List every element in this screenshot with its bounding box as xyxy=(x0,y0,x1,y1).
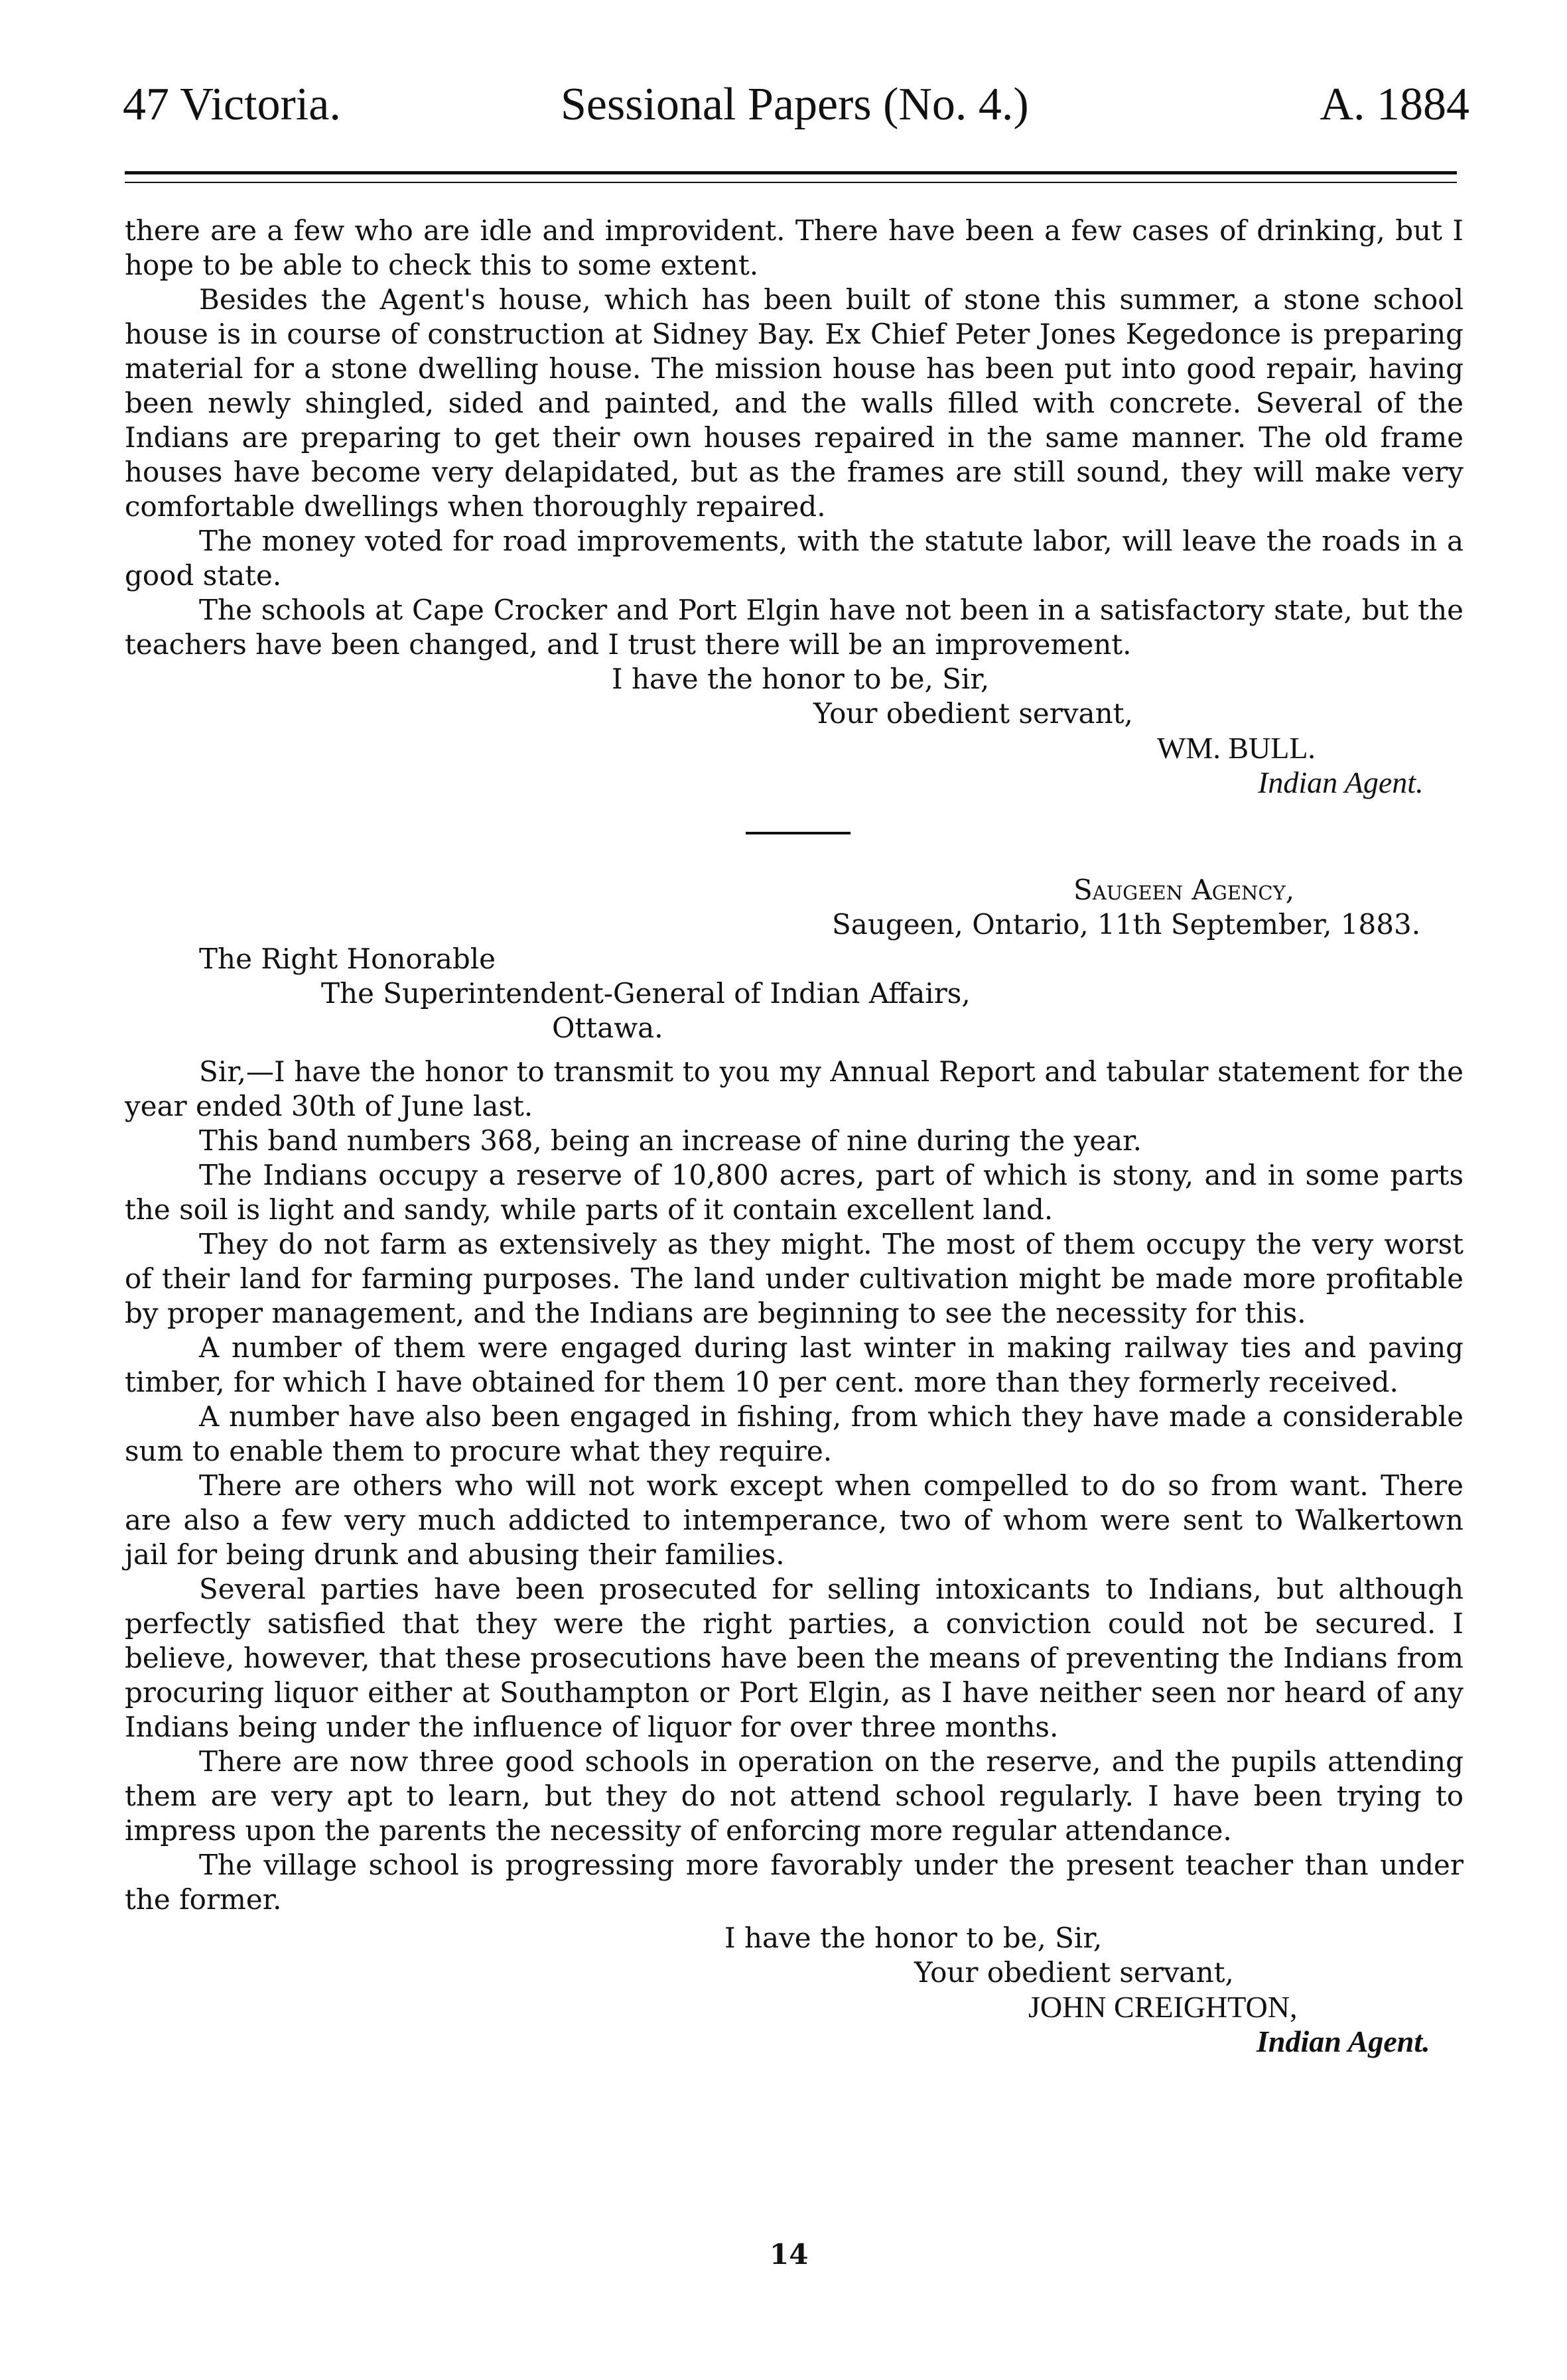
page-header xyxy=(123,78,1469,131)
header-year: A. 1884 xyxy=(1320,79,1469,130)
signature-title: Indian Agent. xyxy=(1257,2024,1430,2058)
paragraph: The Indians occupy a reserve of 10,800 acres, part of which is stony, and in some parts the soil is light and sandy, while parts of it contain excellent land. xyxy=(125,1159,1464,1226)
valediction: Your obedient servant, xyxy=(813,697,1133,730)
paragraph: There are others who will not work except when compelled to do so from want. There are also a few very much addicted to intemperance, two of whom were sent to Walkertown jail for being drunk and abusing their families. xyxy=(125,1469,1464,1571)
paragraph: There are now three good schools in operation on the reserve, and the pupils attending them are very apt to learn, but they do not attend school regularly. I have been trying to impress upon the parents the necessity of enforcing more regular attendance. xyxy=(125,1745,1464,1847)
paragraph: A number of them were engaged during last winter in making railway ties and paving timber, for which I have obtained for them 10 per cent. more than they formerly received. xyxy=(125,1331,1464,1398)
paragraph: A number have also been engaged in fishing, from which they have made a considerable sum to enable them to procure what they require. xyxy=(125,1400,1464,1467)
valediction: Your obedient servant, xyxy=(914,1956,1234,1989)
page-number: 14 xyxy=(770,2238,809,2271)
signature-title: Indian Agent. xyxy=(1258,765,1424,799)
paragraph: The schools at Cape Crocker and Port Elgin have not been in a satisfactory state, but the teachers have been changed, and I trust there will be an improvement. xyxy=(125,594,1464,661)
header-sessional-papers: Sessional Papers (No. 4.) xyxy=(561,79,1029,130)
paragraph: The village school is progressing more favorably under the present teacher than under the former. xyxy=(125,1849,1464,1916)
paragraph: This band numbers 368, being an increase of nine during the year. xyxy=(199,1124,1142,1157)
page-body xyxy=(125,214,1464,2059)
letter-creighton xyxy=(125,873,1464,2059)
paragraph: there are a few who are idle and improvident. There have been a few cases of drinking, but I hope to be able to check this to some extent. xyxy=(125,214,1464,281)
header-rule-thick xyxy=(125,171,1457,174)
paragraph: Several parties have been prosecuted for selling intoxicants to Indians, but although perfectly satisfied that they were the right parties, a conviction could not be secured. I believe, however, that these prosecutions have been the means of preventing the Indians from procuring liquor either at Southampton or Port Elgin, as I have neither seen nor heard of any Indians being under the influence of liquor for over three months. xyxy=(125,1573,1464,1743)
header-rule-thin xyxy=(125,182,1457,183)
addressee-line: The Right Honorable xyxy=(199,943,496,975)
agency-heading: Saugeen Agency, xyxy=(1073,874,1295,906)
signature-name: WM. BULL. xyxy=(1157,731,1316,765)
dateline: Saugeen, Ontario, 11th September, 1883. xyxy=(832,908,1421,941)
section-divider xyxy=(746,832,851,834)
paragraph: Besides the Agent's house, which has been built of stone this summer, a stone school house is in course of construction at Sidney Bay. Ex Chief Peter Jones Kegedonce is preparing material for a stone dwelling house. The mission house has been put into good repair, having been newly shingled, sided and painted, and the walls filled with concrete. Several of the Indians are preparing to get their own houses repaired in the same manner. The old frame houses have become very delapidated, but as the frames are still sound, they will make very comfortable dwellings when thoroughly repaired. xyxy=(125,283,1464,523)
closing-line: I have the honor to be, Sir, xyxy=(612,663,990,695)
signature-name: JOHN CREIGHTON, xyxy=(1028,1990,1298,2024)
addressee-line: Ottawa. xyxy=(552,1012,663,1044)
header-session: 47 Victoria. xyxy=(123,79,341,130)
paragraph: The money voted for road improvements, with the statute labor, will leave the roads in a good state. xyxy=(125,525,1464,592)
closing-line: I have the honor to be, Sir, xyxy=(724,1922,1103,1954)
letter-bull xyxy=(125,214,1464,800)
addressee-line: The Superintendent-General of Indian Affairs, xyxy=(321,977,971,1010)
paragraph: They do not farm as extensively as they might. The most of them occupy the very worst of their land for farming purposes. The land under cultivation might be made more profitable by proper management, and the Indians are beginning to see the necessity for this. xyxy=(125,1228,1464,1329)
paragraph: Sir,—I have the honor to transmit to you my Annual Report and tabular statement for the year ended 30th of June last. xyxy=(125,1055,1464,1122)
